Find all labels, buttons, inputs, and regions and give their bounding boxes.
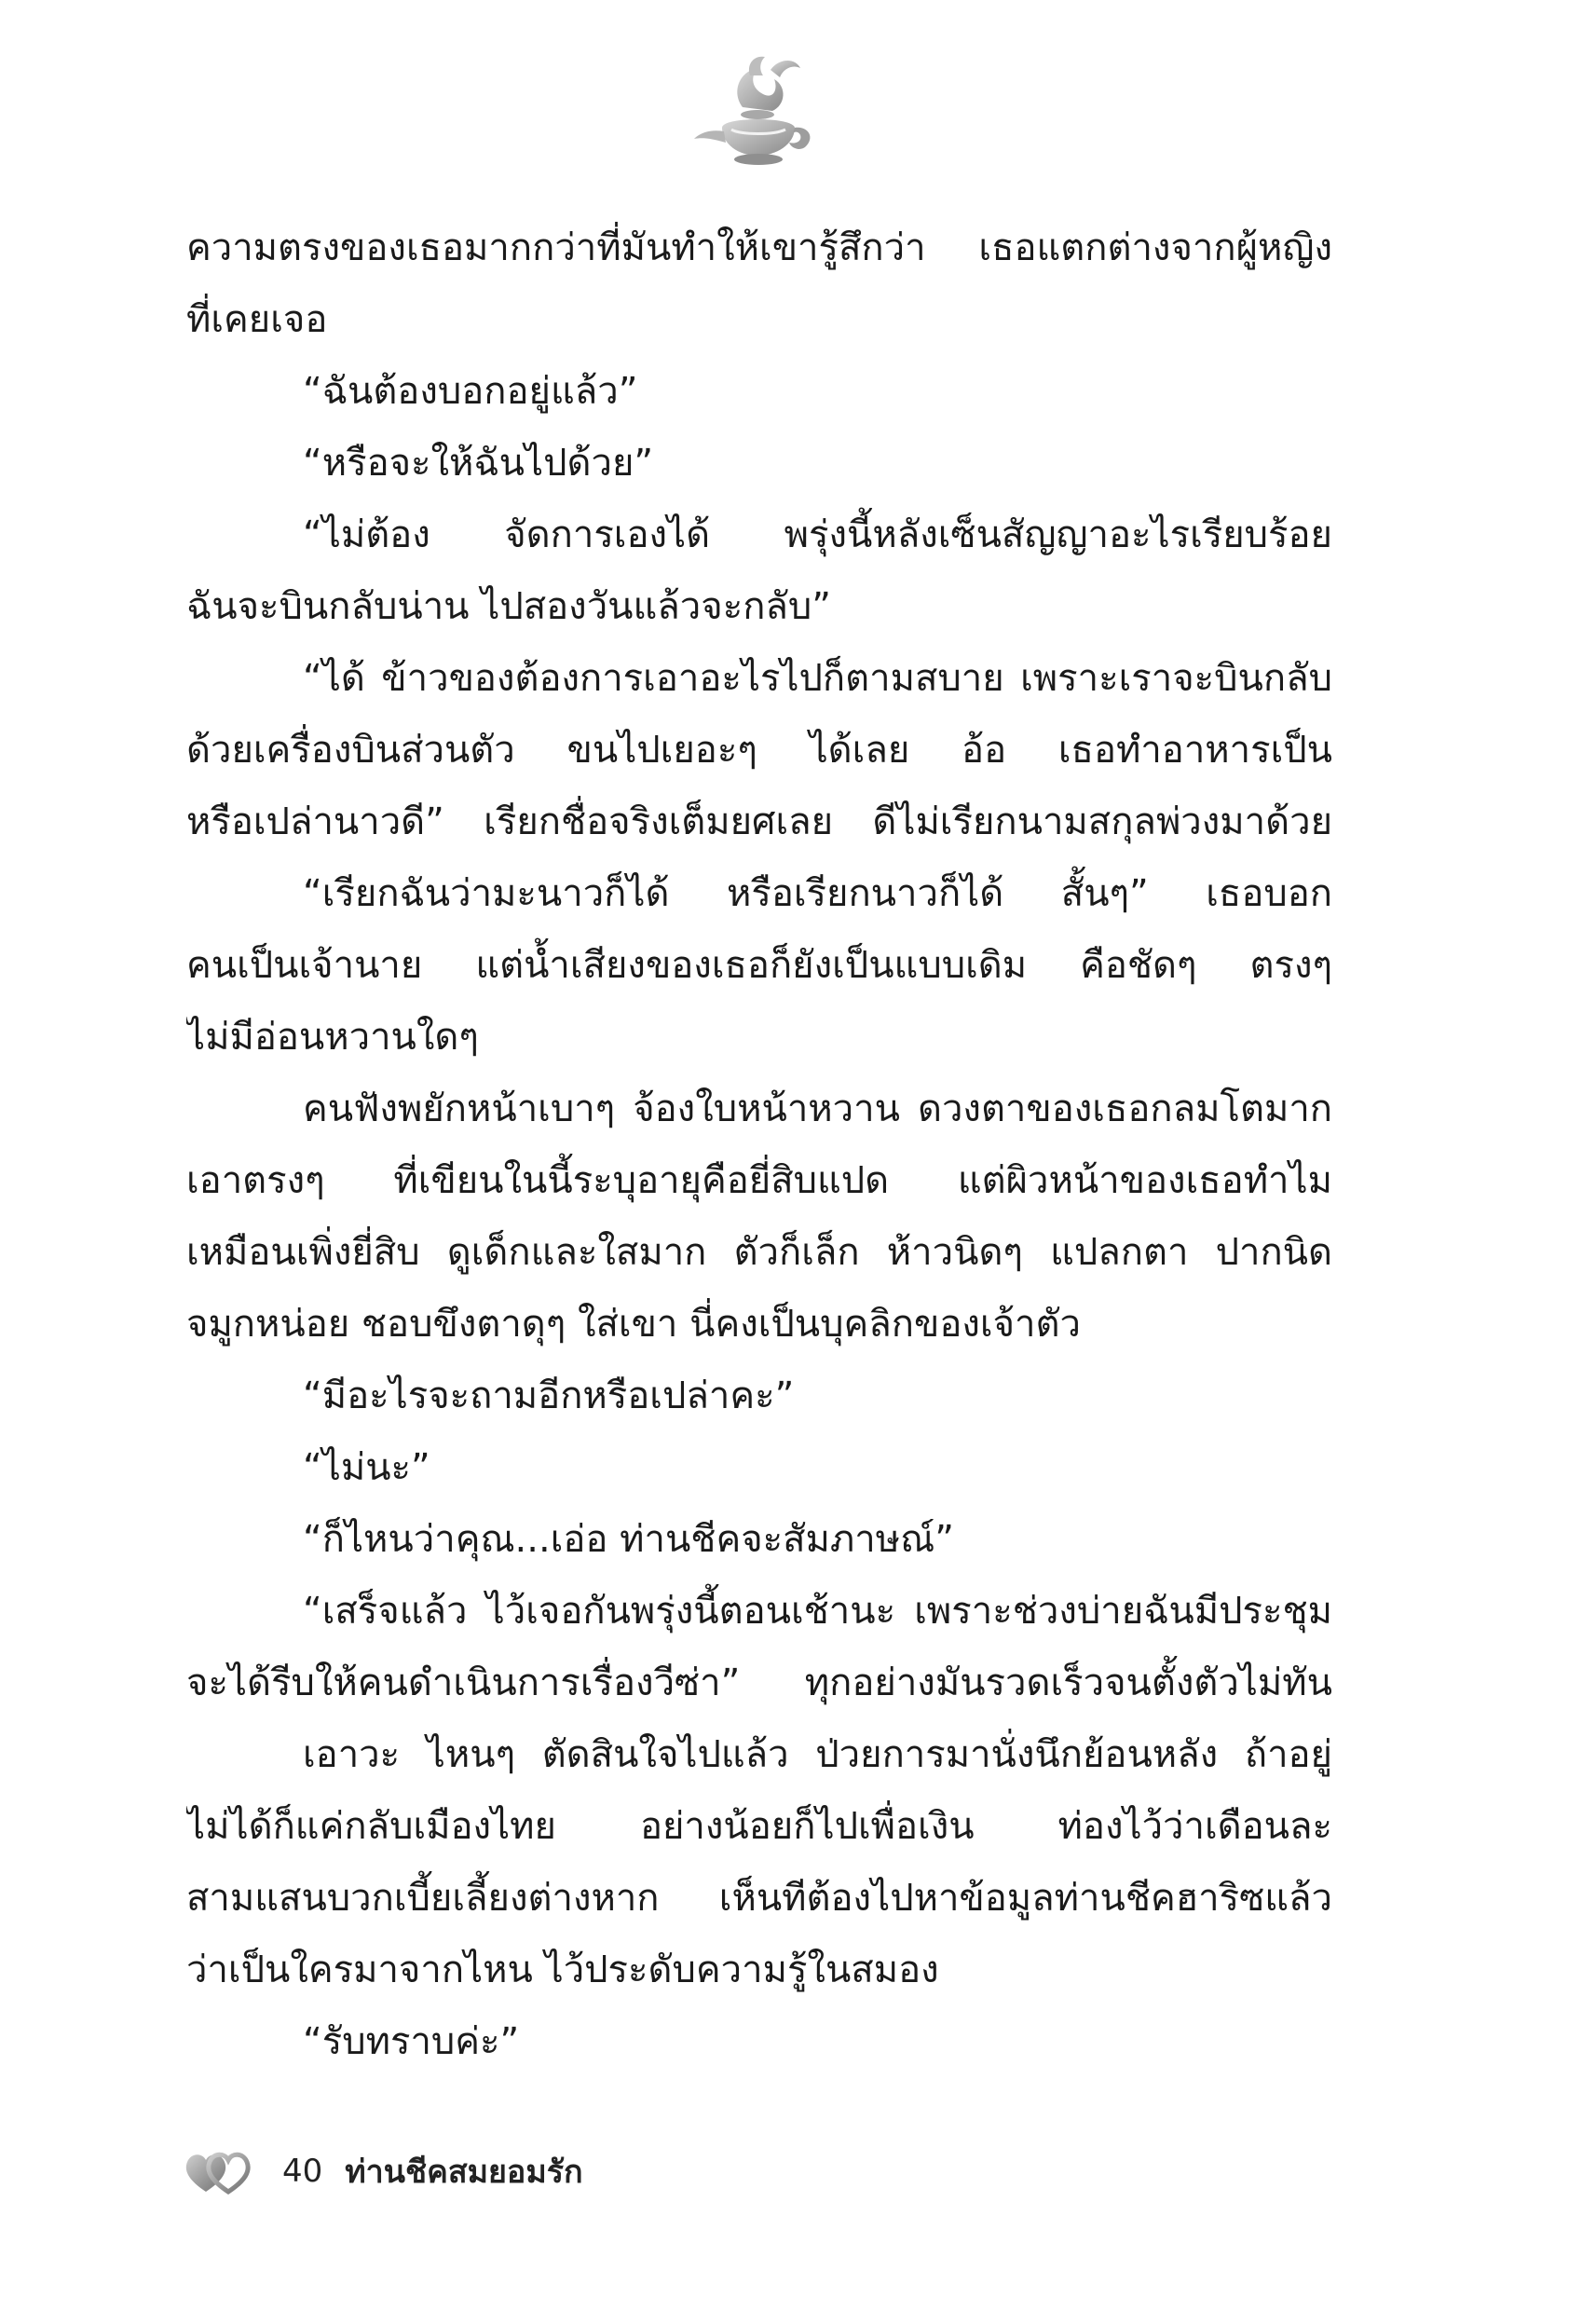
double-heart-icon (182, 2147, 254, 2195)
text-line: “ไม่นะ” (303, 1446, 430, 1489)
text-line: ความตรงของเธอมากกว่าที่มันทำให้เขารู้สึกว่า เธอแตกต่างจากผู้หญิง (186, 226, 1332, 269)
text-line: ไม่มีอ่อนหวานใดๆ (186, 1016, 479, 1059)
text-line: ฉันจะบินกลับน่าน ไปสองวันแล้วจะกลับ” (186, 585, 832, 628)
text-line: เอาวะ ไหนๆ ตัดสินใจไปแล้ว ป่วยการมานั่งนึกย้อนหลัง ถ้าอยู่ (303, 1733, 1332, 1776)
text-line: “ได้ ข้าวของต้องการเอาอะไรไปก็ตามสบาย เพราะเราจะบินกลับ (303, 657, 1332, 700)
text-line: “หรือจะให้ฉันไปด้วย” (303, 442, 654, 485)
text-line: เอาตรงๆ ที่เขียนในนี้ระบุอายุคือยี่สิบแปด แต่ผิวหน้าของเธอทำไม (186, 1159, 1332, 1202)
text-line: “เรียกฉันว่ามะนาวก็ได้ หรือเรียกนาวก็ได้ สั้นๆ” เธอบอก (303, 872, 1332, 915)
page-footer (182, 2143, 583, 2199)
text-line: “ก็ไหนว่าคุณ...เอ่อ ท่านชีคจะสัมภาษณ์” (303, 1518, 954, 1561)
text-line: ด้วยเครื่องบินส่วนตัว ขนไปเยอะๆ ได้เลย อ้อ เธอทำอาหารเป็น (186, 729, 1332, 772)
text-line: คนฟังพยักหน้าเบาๆ จ้องใบหน้าหวาน ดวงตาของเธอกลมโตมาก (303, 1087, 1332, 1130)
text-line: ที่เคยเจอ (186, 298, 328, 341)
body-text (186, 212, 1332, 2078)
text-line: “มีอะไรจะถามอีกหรือเปล่าคะ” (303, 1374, 795, 1417)
text-line: “ฉันต้องบอกอยู่แล้ว” (303, 370, 638, 413)
text-line: จะได้รีบให้คนดำเนินการเรื่องวีซ่า” ทุกอย่างมันรวดเร็วจนตั้งตัวไม่ทัน (186, 1661, 1332, 1704)
text-line: ไม่ได้ก็แค่กลับเมืองไทย อย่างน้อยก็ไปเพื่อเงิน ท่องไว้ว่าเดือนละ (186, 1805, 1332, 1848)
lamp-genie-ornament-icon (685, 51, 825, 172)
text-line: “รับทราบค่ะ” (303, 2020, 520, 2063)
text-line: ว่าเป็นใครมาจากไหน ไว้ประดับความรู้ในสมอง (186, 1949, 939, 1991)
text-line: สามแสนบวกเบี้ยเลี้ยงต่างหาก เห็นทีต้องไปหาข้อมูลท่านชีคฮาริซแล้ว (186, 1877, 1332, 1920)
page-number: 40 (282, 2153, 323, 2190)
text-line: “เสร็จแล้ว ไว้เจอกันพรุ่งนี้ตอนเช้านะ เพราะช่วงบ่ายฉันมีประชุม (303, 1590, 1332, 1633)
text-line: จมูกหน่อย ชอบขึงตาดุๆ ใส่เขา นี่คงเป็นบุคลิกของเจ้าตัว (186, 1303, 1081, 1346)
text-line: หรือเปล่านาวดี” เรียกชื่อจริงเต็มยศเลย ดีไม่เรียกนามสกุลพ่วงมาด้วย (186, 800, 1332, 843)
text-line: “ไม่ต้อง จัดการเองได้ พรุ่งนี้หลังเซ็นสัญญาอะไรเรียบร้อย (303, 513, 1332, 556)
text-line: เหมือนเพิ่งยี่สิบ ดูเด็กและใสมาก ตัวก็เล็ก ห้าวนิดๆ แปลกตา ปากนิด (186, 1231, 1332, 1274)
text-line: คนเป็นเจ้านาย แต่น้ำเสียงของเธอก็ยังเป็นแบบเดิม คือชัดๆ ตรงๆ (186, 944, 1332, 987)
book-title: ท่านชีคสมยอมรัก (345, 2154, 583, 2191)
